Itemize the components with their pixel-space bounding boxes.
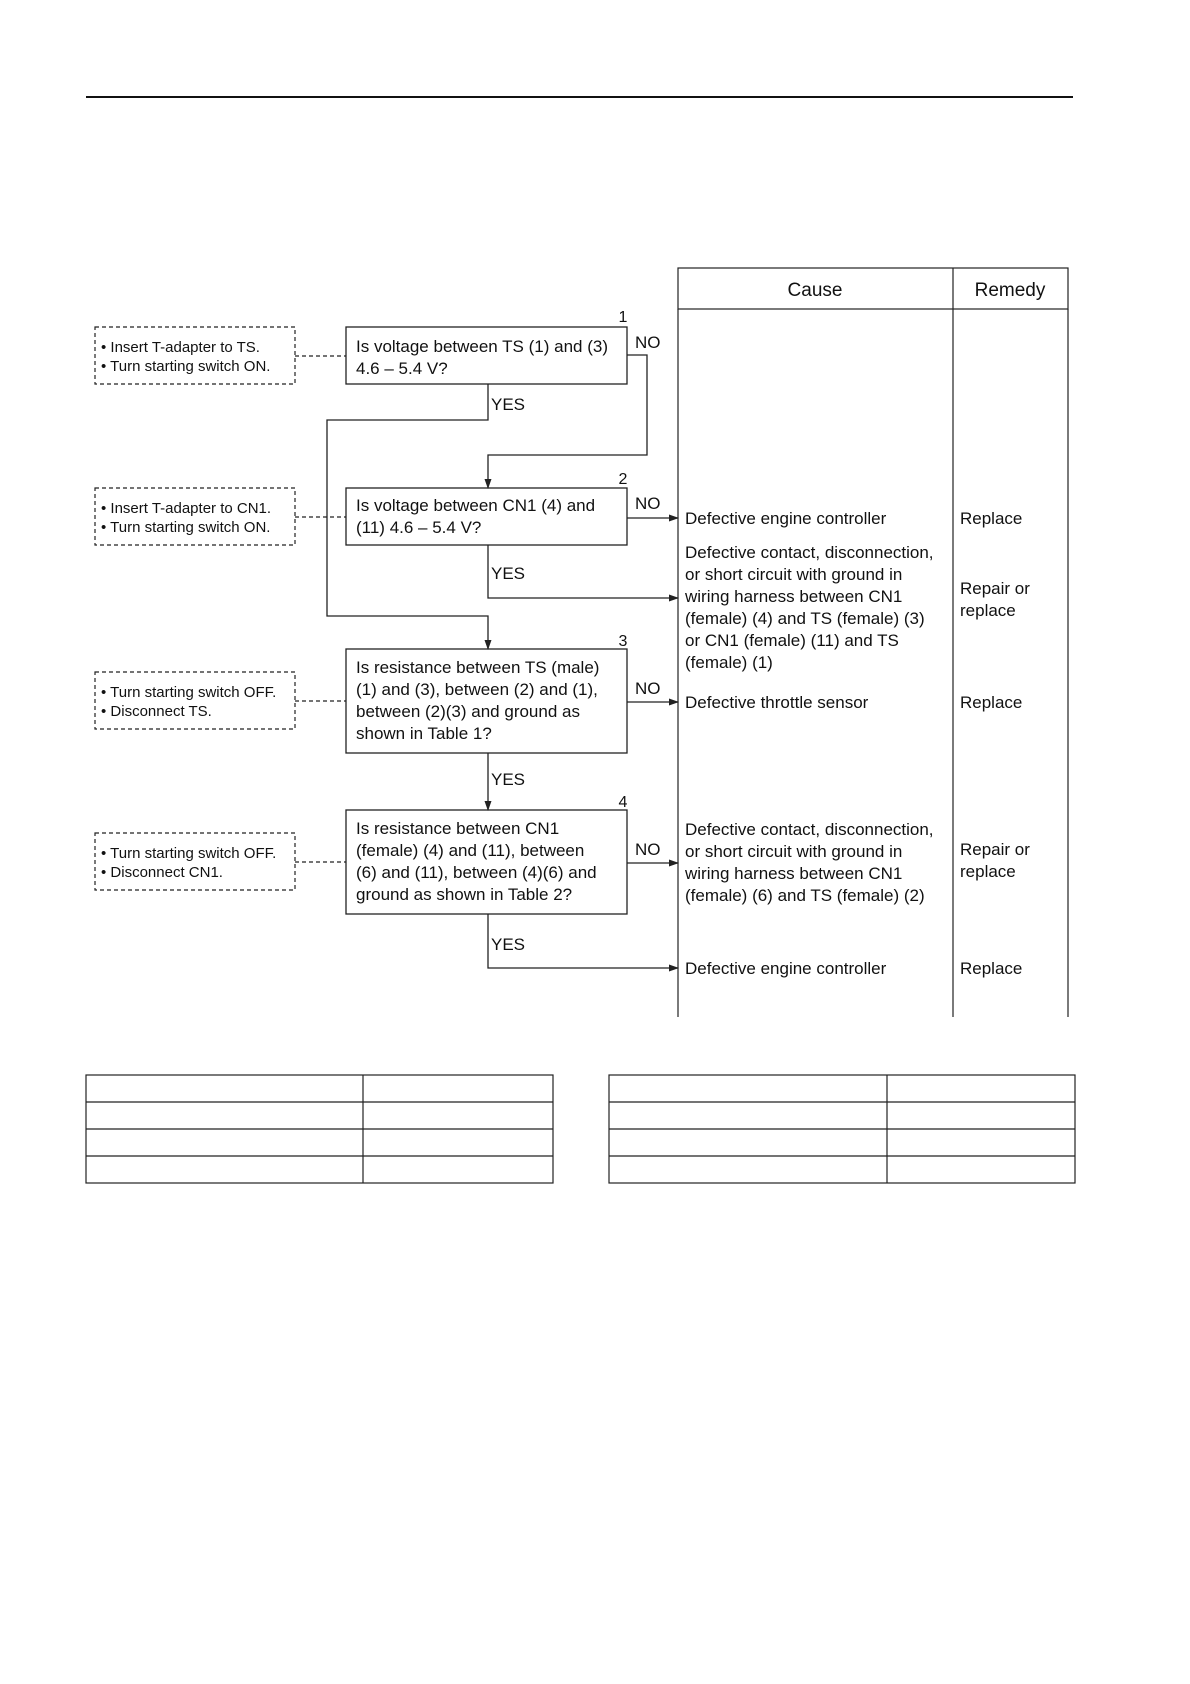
result-2 — [684, 543, 1035, 672]
result-3-cause: Defective throttle sensor — [685, 693, 869, 712]
result-3-remedy: Replace — [960, 693, 1023, 712]
table-1 — [86, 1075, 553, 1183]
result-1-remedy: Replace — [960, 509, 1023, 528]
step-1-question: Is voltage between TS (1) and (3) 4.6 – 5.4 V? — [356, 337, 608, 378]
step-2-yes-label: YES — [491, 564, 526, 583]
result-1-cause: Defective engine controller — [685, 509, 887, 528]
step-1-precondition: • Insert T-adapter to TS. • Turn starting switch ON. — [101, 339, 271, 375]
result-2-remedy: Repair or replace — [960, 579, 1030, 620]
result-4 — [684, 820, 1035, 905]
step-3-precondition: • Turn starting switch OFF. • Disconnect TS. — [101, 684, 277, 720]
step-1-number: 1 — [618, 309, 628, 326]
result-2-cause: Defective contact, disconnection, or short circuit with ground in wiring harness between CN1 (female) (4) and TS (female) (3) or CN1 (female) (11) and TS (female) (1) — [685, 543, 934, 672]
step-1-no-label: NO — [635, 333, 661, 352]
step-4 — [95, 794, 628, 914]
result-4-cause: Defective contact, disconnection, or short circuit with ground in wiring harness between CN1 (female) (6) and TS (female) (2) — [685, 820, 934, 905]
step-2-number: 2 — [618, 471, 628, 488]
result-1 — [685, 509, 1022, 528]
cause-header: Cause — [787, 280, 843, 301]
step-4-yes-label: YES — [491, 935, 526, 954]
step-4-precondition: • Turn starting switch OFF. • Disconnect CN1. — [101, 845, 277, 881]
step-3 — [95, 633, 628, 753]
result-4-remedy: Repair or replace — [960, 840, 1030, 881]
step-2-precondition: • Insert T-adapter to CN1. • Turn starting switch ON. — [101, 500, 272, 536]
step-4-no-label: NO — [635, 840, 661, 859]
step-4-number: 4 — [618, 794, 628, 811]
result-5-remedy: Replace — [960, 959, 1023, 978]
step-2-question: Is voltage between CN1 (4) and (11) 4.6 – 5.4 V? — [356, 496, 596, 537]
step-3-number: 3 — [618, 633, 628, 650]
step-2 — [95, 471, 628, 545]
table-2 — [609, 1075, 1075, 1183]
result-5 — [685, 959, 1022, 978]
step-2-no-label: NO — [635, 494, 661, 513]
remedy-header: Remedy — [974, 280, 1046, 301]
step-3-question: Is resistance between TS (male) (1) and (3), between (2) and (1), between (2)(3) and ground as shown in Table 1? — [356, 658, 600, 743]
step-1 — [95, 309, 628, 384]
step-3-yes-label: YES — [491, 770, 526, 789]
step-3-no-label: NO — [635, 679, 661, 698]
step-1-yes-label: YES — [491, 395, 526, 414]
result-3 — [685, 693, 1022, 712]
step-4-question: Is resistance between CN1 (female) (4) and (11), between (6) and (11), between (4)(6) and ground as shown in Table 2? — [356, 819, 597, 904]
results — [684, 509, 1035, 978]
result-5-cause: Defective engine controller — [685, 959, 887, 978]
